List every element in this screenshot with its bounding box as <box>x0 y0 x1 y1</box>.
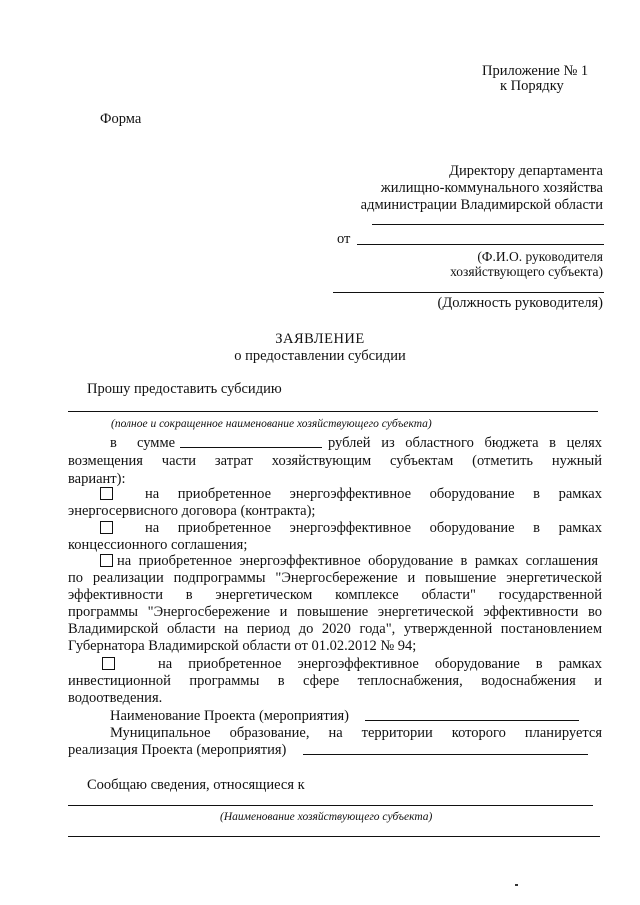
fio-caption-2: хозяйствующего субъекта) <box>450 264 603 279</box>
option-4-line-3: водоотведения. <box>68 690 163 706</box>
sum-rest: рублей из областного бюджета в целях <box>328 435 602 451</box>
option-1-checkbox[interactable] <box>100 487 113 500</box>
municipality-field[interactable] <box>303 754 588 755</box>
option-3-line-5: Владимирской области на период до 2020 года", утвержденной постановлением <box>68 621 602 637</box>
document-title: ЗАЯВЛЕНИЕ <box>275 331 365 347</box>
entity-name-caption: (Наименование хозяйствующего субъекта) <box>220 811 433 823</box>
option-3-line-3: эффективности в энергетическом комплексе области" государственной <box>68 587 602 603</box>
sum-word: сумме <box>137 435 176 451</box>
option-1-line-2: энергосервисного договора (контракта); <box>68 503 316 519</box>
entity-info-field-2[interactable] <box>68 836 600 837</box>
option-2-line-1: на приобретенное энергоэффективное оборудование в рамках <box>145 520 602 536</box>
option-4-checkbox[interactable] <box>102 657 115 670</box>
entity-name-field[interactable] <box>68 411 598 412</box>
entity-info-field[interactable] <box>68 805 593 806</box>
option-2-line-2: концессионного соглашения; <box>68 537 248 553</box>
addressee-blank-line[interactable] <box>372 224 604 225</box>
position-field[interactable] <box>333 292 604 293</box>
option-1-line-1: на приобретенное энергоэффективное оборудование в рамках <box>145 486 602 502</box>
option-3-line-1: на приобретенное энергоэффективное оборудование в рамках соглашения <box>117 553 598 569</box>
request-text: Прошу предоставить субсидию <box>87 381 282 397</box>
sum-in: в <box>110 435 117 451</box>
option-3-line-4: программы "Энергосбережение и повышение энергетической эффективности во <box>68 604 602 620</box>
municipal-line-2: реализация Проекта (мероприятия) <box>68 742 287 758</box>
reimburse-line: возмещения части затрат хозяйствующим субъектам (отметить нужный <box>68 453 602 469</box>
project-name-label: Наименование Проекта (мероприятия) <box>110 708 349 724</box>
variant-label: вариант): <box>68 471 126 487</box>
option-4-line-2: инвестиционной программы в сфере теплоснабжения, водоснабжения и <box>68 673 602 689</box>
inform-text: Сообщаю сведения, относящиеся к <box>87 777 305 793</box>
addressee-line-2: жилищно-коммунального хозяйства <box>380 180 603 196</box>
addressee-line-3: администрации Владимирской области <box>360 197 603 213</box>
sum-field[interactable] <box>180 447 322 448</box>
municipal-line-1: Муниципальное образование, на территории которого планируется <box>110 725 602 741</box>
addressee-line-1: Директору департамента <box>449 163 603 179</box>
fio-caption-1: (Ф.И.О. руководителя <box>477 249 603 264</box>
document-subtitle: о предоставлении субсидии <box>234 348 406 364</box>
entity-caption: (полное и сокращенное наименование хозяйствующего субъекта) <box>111 418 432 430</box>
option-3-line-6: Губернатора Владимирской области от 01.02.2012 № 94; <box>68 638 417 654</box>
scan-speck <box>515 884 518 886</box>
from-label: от <box>337 231 351 247</box>
form-label: Форма <box>100 111 142 127</box>
from-fio-field[interactable] <box>357 244 604 245</box>
appendix-number: Приложение № 1 <box>482 63 589 79</box>
position-caption: (Должность руководителя) <box>437 295 603 311</box>
appendix-order: к Порядку <box>500 78 564 94</box>
option-4-line-1: на приобретенное энергоэффективное оборудование в рамках <box>158 656 602 672</box>
option-2-checkbox[interactable] <box>100 521 113 534</box>
option-3-line-2: по реализации подпрограммы "Энергосбережение и повышение энергетической <box>68 570 602 586</box>
option-3-checkbox[interactable] <box>100 554 113 567</box>
project-name-field[interactable] <box>365 720 579 721</box>
